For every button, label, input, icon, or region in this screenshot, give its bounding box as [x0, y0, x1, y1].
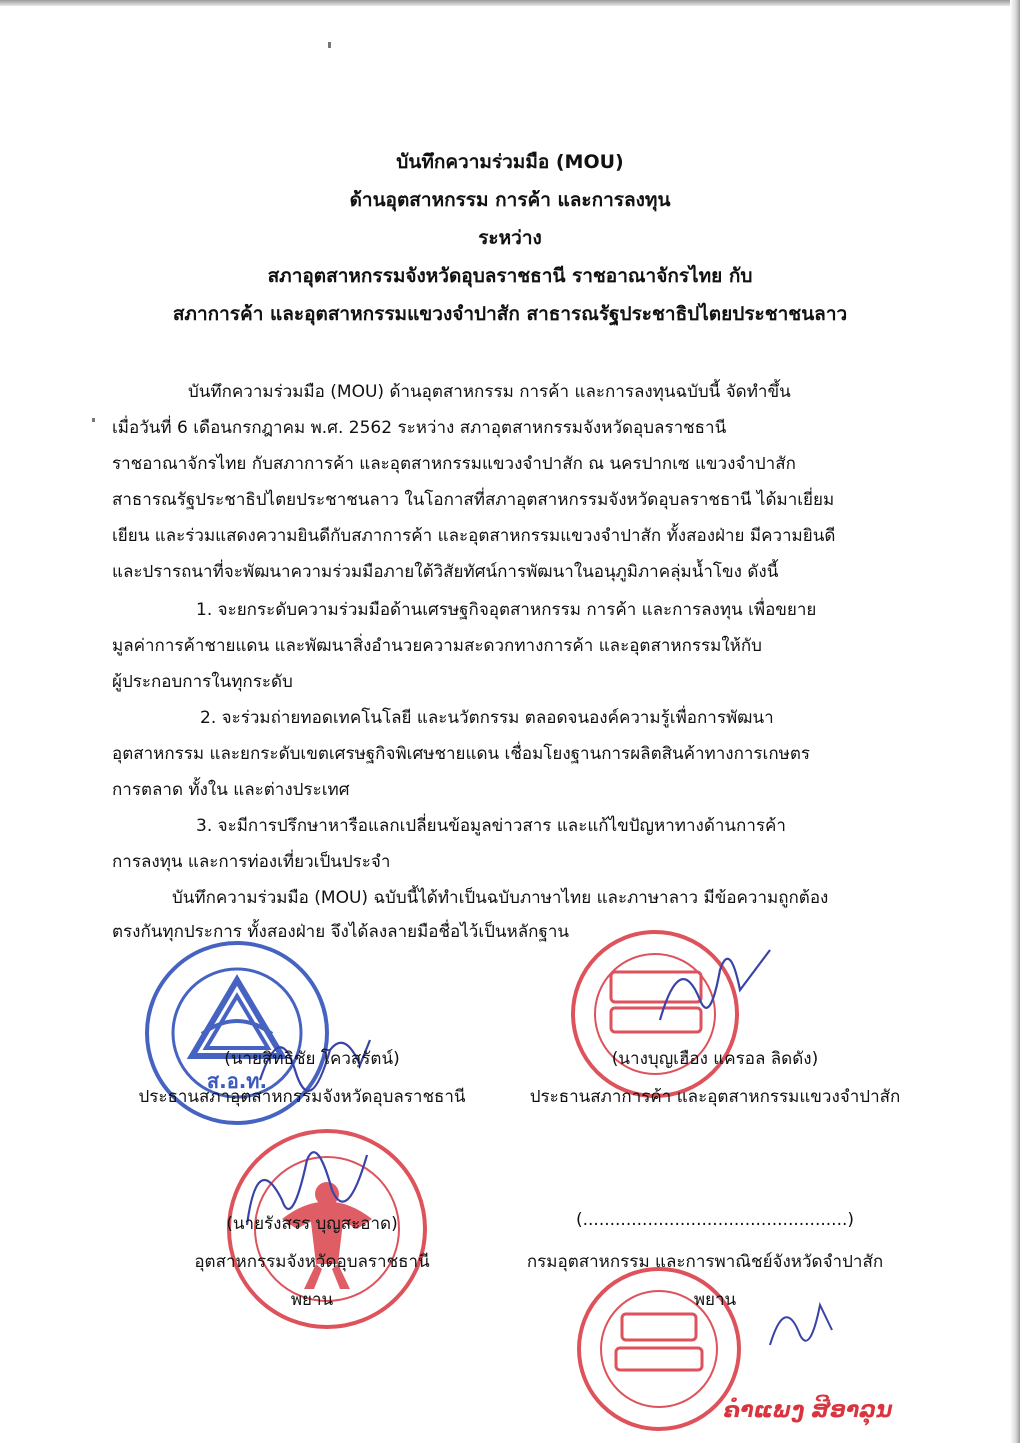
intro-line: ราชอาณาจักรไทย กับสภาการค้า และอุตสาหกรรมแขวงจำปาสัก ณ นครปากเซ แขวงจำปาสัก — [112, 454, 796, 474]
left-signatory-name: (นายสิทธิชัย โควสุรัตน์) — [224, 1049, 400, 1069]
blue-seal-abbrev: ส.อ.ท. — [206, 1069, 268, 1093]
scan-right-edge — [1010, 0, 1020, 1443]
intro-line: บันทึกความร่วมมือ (MOU) ด้านอุตสาหกรรม การค้า และการลงทุนฉบับนี้ จัดทำขึ้น — [188, 382, 791, 402]
intro-line: เมื่อวันที่ 6 เดือนกรกฎาคม พ.ศ. 2562 ระหว่าง สภาอุตสาหกรรมจังหวัดอุบลราชธานี — [112, 418, 727, 438]
intro-line: สาธารณรัฐประชาธิปไตยประชาชนลาว ในโอกาสที่สภาอุตสาหกรรมจังหวัดอุบลราชธานี ได้มาเยี่ยม — [112, 490, 835, 510]
intro-line: และปรารถนาที่จะพัฒนาความร่วมมือภายใต้วิสัยทัศน์การพัฒนาในอนุภูมิภาคลุ่มน้ำโขง ดังนี้ — [112, 562, 779, 582]
witness-left-title: อุตสาหกรรมจังหวัดอุบลราชธานี — [194, 1252, 430, 1272]
title-line-1: บันทึกความร่วมมือ (MOU) — [396, 151, 624, 173]
item-2-line: อุตสาหกรรม และยกระดับเขตเศรษฐกิจพิเศษชายแดน เชื่อมโยงฐานการผลิตสินค้าทางการเกษตร — [112, 744, 811, 764]
item-2-line: 2. จะร่วมถ่ายทอดเทคโนโลยี และนวัตกรรม ตลอดจนองค์ความรู้เพื่อการพัฒนา — [200, 708, 774, 728]
witness-left-name: (นายรังสรร บุญสะอาด) — [226, 1214, 398, 1234]
right-signatory-name: (นางบุญเฮือง แครอล ลิดดัง) — [611, 1049, 819, 1069]
right-signatory-title: ประธานสภาการค้า และอุตสาหกรรมแขวงจำปาสัก — [529, 1087, 901, 1107]
title-line-5: สภาการค้า และอุตสาหกรรมแขวงจำปาสัก สาธารณรัฐประชาธิปไตยประชาชนลาว — [172, 303, 848, 325]
witness-right-name: (.................................................) — [575, 1210, 855, 1230]
item-3-line: 3. จะมีการปรึกษาหารือแลกเปลี่ยนข้อมูลข่าวสาร และแก้ไขปัญหาทางด้านการค้า — [196, 816, 786, 836]
item-2-line: การตลาด ทั้งใน และต่างประเทศ — [112, 780, 350, 800]
witness-right-role: พยาน — [693, 1290, 737, 1310]
title-line-4: สภาอุตสาหกรรมจังหวัดอุบลราชธานี ราชอาณาจักรไทย กับ — [267, 265, 753, 287]
closing-line: ตรงกันทุกประการ ทั้งสองฝ่าย จึงได้ลงลายมือชื่อไว้เป็นหลักฐาน — [112, 922, 570, 942]
signature-scribble-right — [640, 930, 780, 1040]
intro-line: เยียน และร่วมแสดงความยินดีกับสภาการค้า และอุตสาหกรรมแขวงจำปาสัก ทั้งสองฝ่าย มีความยินดี — [112, 526, 836, 546]
title-line-3: ระหว่าง — [478, 227, 542, 249]
closing-line: บันทึกความร่วมมือ (MOU) ฉบับนี้ได้ทำเป็นฉบับภาษาไทย และภาษาลาว มีข้อความถูกต้อง — [172, 888, 829, 908]
left-signatory-title: ประธานสภาอุตสาหกรรมจังหวัดอุบลราชธานี — [138, 1087, 466, 1107]
scan-speck — [328, 42, 331, 48]
title-line-2: ด้านอุตสาหกรรม การค้า และการลงทุน — [349, 189, 671, 211]
handwritten-lao-name: ຄຳແພງ ສີອາລຸນ — [723, 1398, 893, 1423]
item-3-line: การลงทุน และการท่องเที่ยวเป็นประจำ — [112, 852, 391, 872]
item-1-line: ผู้ประกอบการในทุกระดับ — [112, 672, 293, 692]
item-1-line: มูลค่าการค้าชายแดน และพัฒนาสิ่งอำนวยความสะดวกทางการค้า และอุตสาหกรรมให้กับ — [112, 636, 762, 656]
item-1-line: 1. จะยกระดับความร่วมมือด้านเศรษฐกิจอุตสาหกรรม การค้า และการลงทุน เพื่อขยาย — [196, 600, 817, 620]
scan-speck — [92, 418, 95, 422]
witness-left-role: พยาน — [290, 1290, 334, 1310]
witness-right-title: กรมอุตสาหกรรม และการพาณิชย์จังหวัดจำปาสัก — [526, 1252, 884, 1272]
scan-top-edge — [0, 0, 1020, 6]
